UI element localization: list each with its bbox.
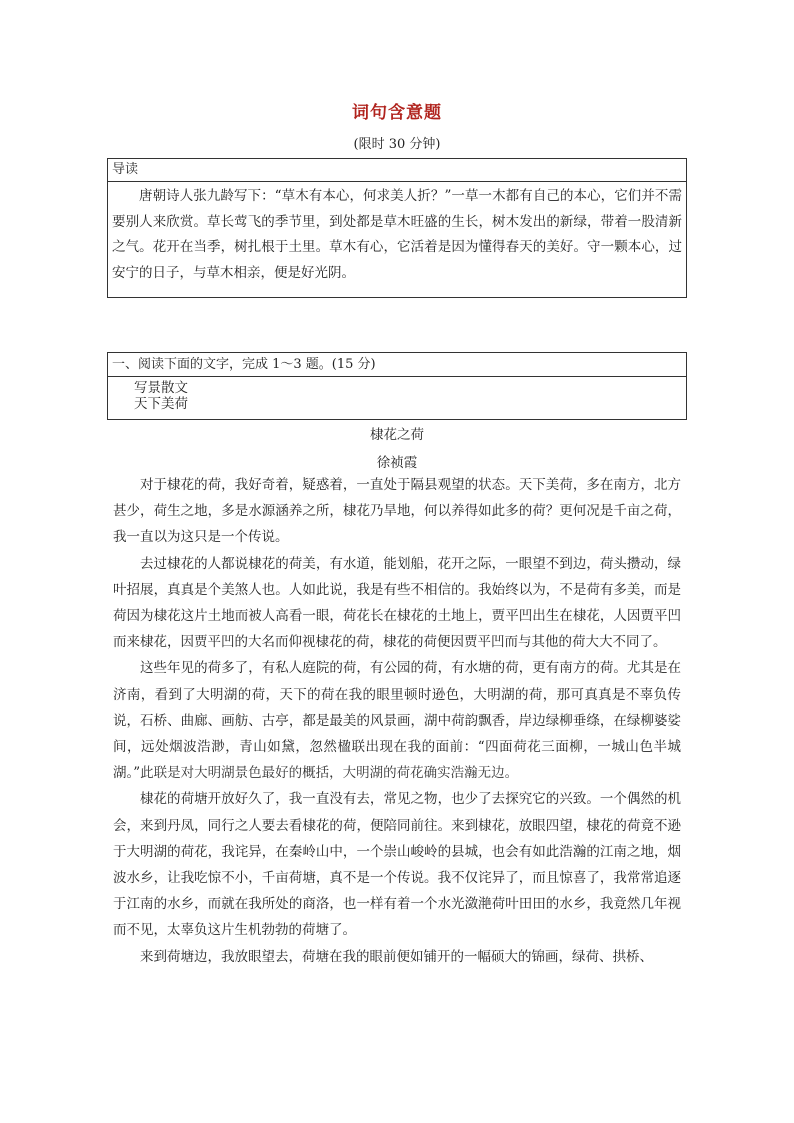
essay-paragraph: 来到荷塘边，我放眼望去，荷塘在我的眼前便如铺开的一幅硕大的锦画，绿荷、拱桥、 [140,948,653,965]
paragraph-text: 这些年见的荷多了，有私人庭院的荷，有公园的荷，有水塘的荷，更有南方的荷。尤其是在济南，看到了大明湖的荷，天下的荷在我的眼里顿时逊色，大明湖的荷，那可真真是不辜负传说，石桥、曲廊、画舫、古亭，都是最美的风景画，湖中荷韵飘香，岸边绿柳垂绦，在绿柳婆娑间，远处烟波浩渺，青山如黛，忽然楹联出现在我的面前：“四面荷花三面柳，一城山色半城湖。” [113,660,681,782]
essay-body [113,472,681,970]
essay-paragraph [113,655,681,786]
theme-tag: 天下美荷 [134,396,188,412]
time-limit: (限时 30 分钟) [353,137,441,152]
intro-text: 唐朝诗人张九龄写下：“草木有本心，何求美人折？”一草一木都有自己的本心，它们并不需要别人来欣赏。草长莺飞的季节里，到处都是草木旺盛的生长，树木发出的新绿，带着一股清新之气。花开在当季，树扎根于土里。草木有心，它活着是因为懂得春天的美好。守一颗本心，过安宁的日子，与草木相亲，便是好光阴。 [112,188,682,281]
question-box [107,352,687,420]
essay-title: 棣花之荷 [370,427,424,443]
essay-author: 徐祯霞 [376,455,418,471]
question-instruction: 一、阅读下面的文字，完成 1～3 题。(15 分) [108,353,686,377]
essay-paragraph: 棣花的荷塘开放好久了，我一直没有去，常见之物，也少了去探究它的兴致。一个偶然的机会，来到丹凤，同行之人要去看棣花的荷，便陪同前往。来到棣花，放眼四望，棣花的荷竟不逊于大明湖的荷花，我诧异，在秦岭山中，一个崇山峻岭的县城，也会有如此浩瀚的江南之地，烟波水乡，让我吃惊不小，千亩荷塘，真不是一个传说。我不仅诧异了，而且惊喜了，我常常追逐于江南的水乡，而就在我所处的商洛，也一样有着一个水光潋滟荷叶田田的水乡，我竟然几年视而不见，太辜负这片生机勃勃的荷塘了。 [113,791,681,939]
essay-paragraph: 对于棣花的荷，我好奇着，疑惑着，一直处于隔县观望的状态。天下美荷，多在南方，北方甚少，荷生之地，多是水源涵养之所，棣花乃旱地，何以养得如此多的荷？更何况是千亩之荷，我一直以为这只是一个传说。 [113,477,681,546]
genre-tag: 写景散文 [134,380,188,396]
intro-box [107,158,687,298]
annotation-note: 此联是对大明湖景色最好的概括，大明湖的荷花确实浩瀚无边。 [140,765,519,782]
page-title: 词句含意题 [352,103,442,123]
intro-heading: 导读 [108,159,686,182]
essay-paragraph: 去过棣花的人都说棣花的荷美，有水道，能划船，花开之际，一眼望不到边，荷头攒动，绿叶招展，真真是个美煞人也。人如此说，我是有些不相信的。我始终以为，不是荷有多美，而是荷因为棣花这片土地而被人高看一眼，荷花长在棣花的土地上，贾平凹出生在棣花，人因贾平凹而来棣花，因贾平凹的大名而仰视棣花的荷，棣花的荷便因贾平凹而与其他的荷大大不同了。 [113,555,681,651]
